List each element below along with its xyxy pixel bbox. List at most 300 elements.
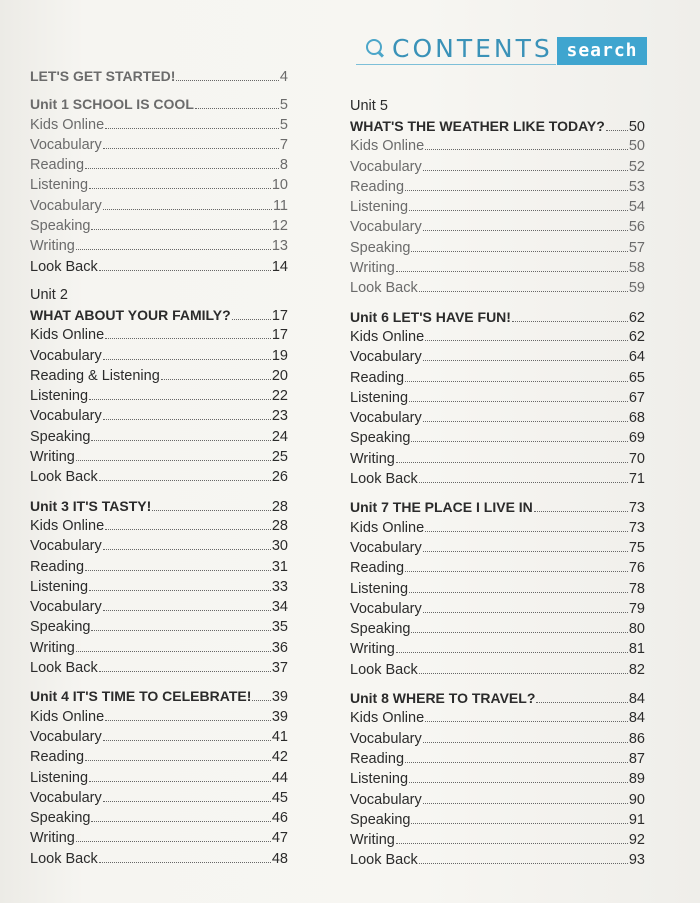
- dot-leader: [99, 270, 271, 271]
- contents-entry-row[interactable]: [350, 449, 645, 469]
- contents-entry-row[interactable]: [350, 177, 645, 197]
- dot-leader: [85, 168, 279, 169]
- unit-heading-row[interactable]: [350, 307, 645, 327]
- contents-entry-row[interactable]: [350, 238, 645, 258]
- page-number: 56: [628, 219, 645, 236]
- dot-leader: [76, 249, 271, 250]
- dot-leader: [103, 148, 279, 149]
- page-number: 48: [271, 850, 288, 867]
- dot-leader: [423, 360, 628, 361]
- contents-entry-row[interactable]: [30, 557, 288, 577]
- entry-label: Unit 3 IT'S TASTY!: [30, 497, 152, 514]
- entry-label: Look Back: [350, 661, 418, 678]
- entry-label: Unit 4 IT'S TIME TO CELEBRATE!: [30, 688, 252, 705]
- entry-label: Reading: [30, 749, 85, 766]
- entry-label: Listening: [30, 177, 89, 194]
- entry-label: Listening: [350, 389, 409, 406]
- entry-label: Kids Online: [350, 328, 425, 345]
- contents-entry-row[interactable]: [350, 157, 645, 177]
- page-number: 73: [628, 500, 645, 517]
- unit-heading-row[interactable]: [30, 496, 288, 516]
- section-gap: [30, 488, 288, 496]
- page-number: 65: [628, 369, 645, 386]
- dot-leader: [425, 340, 628, 341]
- page-number: 46: [271, 810, 288, 827]
- entry-label: Look Back: [30, 850, 98, 867]
- page-number: 13: [271, 238, 288, 255]
- dot-leader: [419, 291, 628, 292]
- page-number: 20: [271, 367, 288, 384]
- page-number: 17: [271, 307, 288, 324]
- contents-entry-row[interactable]: [350, 197, 645, 217]
- contents-entry-row[interactable]: [30, 386, 288, 406]
- entry-label: Kids Online: [30, 116, 105, 133]
- entry-label: Vocabulary: [350, 539, 422, 556]
- dot-leader: [425, 149, 628, 150]
- contents-entry-row[interactable]: [350, 810, 645, 830]
- entry-label: Vocabulary: [350, 410, 422, 427]
- contents-entry-row[interactable]: [30, 115, 288, 135]
- page-number: 37: [271, 660, 288, 677]
- dot-leader: [409, 592, 628, 593]
- dot-leader: [419, 482, 628, 483]
- entry-label: Reading: [350, 178, 405, 195]
- entry-label: Reading: [350, 750, 405, 767]
- dot-leader: [409, 210, 628, 211]
- dot-leader: [411, 441, 627, 442]
- page-number: 50: [628, 138, 645, 155]
- dot-leader: [423, 551, 628, 552]
- dot-leader: [409, 401, 628, 402]
- page-number: 62: [628, 328, 645, 345]
- dot-leader: [85, 760, 271, 761]
- contents-entry-row[interactable]: [30, 849, 288, 869]
- dot-leader: [105, 720, 271, 721]
- contents-entry-row[interactable]: [30, 597, 288, 617]
- dot-leader: [396, 462, 628, 463]
- page-number: 92: [628, 832, 645, 849]
- page-number: 28: [271, 498, 288, 515]
- entry-label: Reading: [30, 157, 85, 174]
- dot-leader: [89, 399, 271, 400]
- page-number: 12: [271, 218, 288, 235]
- page-title: CONTENTS: [392, 34, 553, 63]
- contents-entry-row[interactable]: [30, 155, 288, 175]
- entry-label: Vocabulary: [350, 219, 422, 236]
- entry-label: Vocabulary: [350, 600, 422, 617]
- page-number: 84: [628, 691, 645, 708]
- dot-leader: [99, 480, 271, 481]
- contents-entry-row[interactable]: [30, 828, 288, 848]
- dot-leader: [91, 440, 270, 441]
- contents-column-left: [30, 66, 288, 869]
- page-number: 5: [279, 116, 288, 133]
- entry-label: Writing: [30, 639, 75, 656]
- dot-leader: [423, 612, 628, 613]
- page-number: 84: [628, 710, 645, 727]
- entry-label: Unit 7 THE PLACE I LIVE IN: [350, 499, 533, 516]
- page-number: 81: [628, 641, 645, 658]
- contents-entry-row[interactable]: [350, 136, 645, 156]
- contents-entry-row[interactable]: [30, 788, 288, 808]
- entry-label: Unit 8 WHERE TO TRAVEL?: [350, 690, 536, 707]
- dot-leader: [89, 188, 271, 189]
- section-gap: [350, 299, 645, 307]
- page-number: 59: [628, 280, 645, 297]
- dot-leader: [405, 762, 628, 763]
- dot-leader: [89, 590, 271, 591]
- dot-leader: [91, 821, 270, 822]
- dot-leader: [103, 801, 271, 802]
- contents-entry-row[interactable]: [30, 536, 288, 556]
- entry-label: Vocabulary: [350, 349, 422, 366]
- entry-label: Kids Online: [30, 517, 105, 534]
- dot-leader: [105, 128, 279, 129]
- page-number: 23: [271, 408, 288, 425]
- dot-leader: [103, 549, 271, 550]
- entry-label: Speaking: [350, 430, 411, 447]
- page-number: 44: [271, 769, 288, 786]
- contents-entry-row[interactable]: [350, 708, 645, 728]
- entry-label: Writing: [30, 449, 75, 466]
- page-number: 26: [271, 469, 288, 486]
- entry-label: Vocabulary: [30, 728, 102, 745]
- dot-leader: [91, 630, 270, 631]
- page-number: 80: [628, 621, 645, 638]
- contents-entry-row[interactable]: [350, 258, 645, 278]
- page-number: 52: [628, 158, 645, 175]
- dot-leader: [606, 130, 628, 131]
- entry-label: Vocabulary: [30, 136, 102, 153]
- title-underline: [356, 64, 556, 65]
- entry-label: Writing: [30, 830, 75, 847]
- entry-label: Look Back: [350, 852, 418, 869]
- contents-entry-row[interactable]: [350, 558, 645, 578]
- entry-label: Reading & Listening: [30, 367, 160, 384]
- unit-heading-row[interactable]: [350, 497, 645, 517]
- unit-heading-row[interactable]: [350, 116, 645, 136]
- entry-label: Unit 1 SCHOOL IS COOL: [30, 96, 194, 113]
- entry-label: Writing: [350, 832, 395, 849]
- contents-entry-row[interactable]: [350, 428, 645, 448]
- page-number: 87: [628, 750, 645, 767]
- page-number: 34: [271, 599, 288, 616]
- page-number: 58: [628, 260, 645, 277]
- contents-entry-row[interactable]: [30, 658, 288, 678]
- entry-label: Listening: [30, 769, 89, 786]
- dot-leader: [411, 251, 627, 252]
- contents-entry-row[interactable]: [350, 749, 645, 769]
- dot-leader: [411, 632, 627, 633]
- contents-entry-row[interactable]: [30, 406, 288, 426]
- entry-label: Listening: [30, 388, 89, 405]
- contents-entry-row[interactable]: [350, 217, 645, 237]
- contents-entry-row[interactable]: [30, 638, 288, 658]
- page-number: 68: [628, 410, 645, 427]
- entry-label: Vocabulary: [30, 538, 102, 555]
- contents-entry-row[interactable]: [30, 257, 288, 277]
- page-number: 69: [628, 430, 645, 447]
- dot-leader: [195, 108, 279, 109]
- entry-label: Look Back: [30, 660, 98, 677]
- dot-leader: [409, 782, 628, 783]
- dot-leader: [91, 229, 270, 230]
- page-number: 82: [628, 661, 645, 678]
- dot-leader: [423, 230, 628, 231]
- entry-label: Reading: [350, 560, 405, 577]
- entry-label: Vocabulary: [30, 408, 102, 425]
- page-number: 71: [628, 471, 645, 488]
- entry-label: Kids Online: [30, 327, 105, 344]
- entry-label: Reading: [30, 558, 85, 575]
- dot-leader: [103, 610, 271, 611]
- entry-label: Writing: [350, 450, 395, 467]
- dot-leader: [85, 570, 271, 571]
- entry-label: Speaking: [30, 218, 91, 235]
- unit-number: Unit 5: [350, 98, 388, 114]
- entry-label: Writing: [350, 641, 395, 658]
- dot-leader: [161, 379, 271, 380]
- dot-leader: [89, 781, 271, 782]
- page-number: 19: [271, 347, 288, 364]
- entry-label: Listening: [350, 771, 409, 788]
- contents-entry-row[interactable]: [30, 175, 288, 195]
- page-number: 79: [628, 600, 645, 617]
- contents-entry-row[interactable]: [350, 518, 645, 538]
- contents-entry-row[interactable]: [30, 808, 288, 828]
- page-number: 8: [279, 157, 288, 174]
- dot-leader: [396, 843, 628, 844]
- entry-label: Speaking: [350, 811, 411, 828]
- page-number: 57: [628, 239, 645, 256]
- contents-entry-row[interactable]: [30, 236, 288, 256]
- contents-entry-row[interactable]: [30, 346, 288, 366]
- page-number: 31: [271, 558, 288, 575]
- entry-label: Unit 6 LET'S HAVE FUN!: [350, 308, 511, 325]
- entry-label: Vocabulary: [30, 789, 102, 806]
- contents-entry-row[interactable]: [350, 579, 645, 599]
- entry-label: Speaking: [30, 810, 91, 827]
- dot-leader: [103, 209, 272, 210]
- entry-label: Listening: [350, 580, 409, 597]
- dot-leader: [99, 671, 271, 672]
- dot-leader: [99, 862, 271, 863]
- page-number: 54: [628, 199, 645, 216]
- contents-entry-row[interactable]: [30, 617, 288, 637]
- dot-leader: [423, 742, 628, 743]
- contents-entry-row[interactable]: [350, 830, 645, 850]
- section-gap: [30, 86, 288, 94]
- page-number: 45: [271, 789, 288, 806]
- unit-heading-row[interactable]: [350, 688, 645, 708]
- entry-label: Writing: [350, 260, 395, 277]
- page-number: 30: [271, 538, 288, 555]
- contents-entry-row[interactable]: [350, 660, 645, 680]
- page-number: 91: [628, 811, 645, 828]
- contents-entry-row[interactable]: [350, 639, 645, 659]
- entry-label: Look Back: [350, 471, 418, 488]
- dot-leader: [405, 190, 628, 191]
- entry-label: Vocabulary: [30, 599, 102, 616]
- page-number: 62: [628, 309, 645, 326]
- contents-entry-row[interactable]: [30, 196, 288, 216]
- entry-label: Listening: [350, 199, 409, 216]
- contents-entry-row[interactable]: [350, 729, 645, 749]
- entry-label: Kids Online: [350, 710, 425, 727]
- dot-leader: [425, 531, 628, 532]
- contents-entry-row[interactable]: [30, 366, 288, 386]
- page-number: 22: [271, 388, 288, 405]
- contents-entry-row[interactable]: [30, 707, 288, 727]
- entry-label: Kids Online: [350, 138, 425, 155]
- unit-heading-row[interactable]: [30, 66, 288, 86]
- page-number: 41: [271, 728, 288, 745]
- entry-label: Look Back: [350, 280, 418, 297]
- dot-leader: [411, 823, 627, 824]
- unit-number: Unit 2: [30, 286, 68, 303]
- page-number: 64: [628, 349, 645, 366]
- entry-label: Vocabulary: [350, 730, 422, 747]
- unit-heading-row[interactable]: [30, 94, 288, 114]
- contents-entry-row[interactable]: [30, 516, 288, 536]
- dot-leader: [425, 721, 628, 722]
- dot-leader: [76, 460, 271, 461]
- page-number: 4: [279, 69, 288, 85]
- dot-leader: [423, 421, 628, 422]
- entry-label: WHAT'S THE WEATHER LIKE TODAY?: [350, 118, 605, 134]
- dot-leader: [534, 511, 628, 512]
- page-number: 39: [271, 708, 288, 725]
- entry-label: Listening: [30, 578, 89, 595]
- page-number: 78: [628, 580, 645, 597]
- contents-header: [356, 36, 646, 66]
- entry-label: Look Back: [30, 469, 98, 486]
- page-number: 5: [279, 97, 288, 114]
- section-gap: [350, 489, 645, 497]
- contents-column-right: [350, 96, 645, 871]
- entry-label: Speaking: [350, 239, 411, 256]
- contents-entry-row[interactable]: [350, 408, 645, 428]
- dot-leader: [176, 80, 279, 81]
- page-number: 42: [271, 749, 288, 766]
- page-number: 67: [628, 389, 645, 406]
- contents-entry-row[interactable]: [30, 747, 288, 767]
- page-number: 24: [271, 428, 288, 445]
- dot-leader: [423, 170, 628, 171]
- page-number: 39: [271, 689, 288, 706]
- page-number: 10: [271, 177, 288, 194]
- contents-entry-row[interactable]: [30, 427, 288, 447]
- page-number: 73: [628, 519, 645, 536]
- page-number: 90: [628, 791, 645, 808]
- contents-entry-row[interactable]: [350, 368, 645, 388]
- search-icon: [366, 39, 382, 55]
- entry-label: Vocabulary: [30, 197, 102, 214]
- entry-label: Kids Online: [30, 708, 105, 725]
- dot-leader: [152, 510, 271, 511]
- page-number: 7: [279, 136, 288, 153]
- entry-label: LET'S GET STARTED!: [30, 68, 176, 84]
- contents-entry-row[interactable]: [350, 469, 645, 489]
- entry-label: Writing: [30, 238, 75, 255]
- dot-leader: [423, 803, 628, 804]
- entry-label: WHAT ABOUT YOUR FAMILY?: [30, 306, 231, 323]
- page-number: 17: [271, 327, 288, 344]
- section-gap: [350, 680, 645, 688]
- page-number: 89: [628, 771, 645, 788]
- page-number: 25: [271, 449, 288, 466]
- section-gap: [30, 678, 288, 686]
- entry-label: Vocabulary: [350, 158, 422, 175]
- page-number: 75: [628, 539, 645, 556]
- entry-label: Speaking: [350, 621, 411, 638]
- contents-entry-row[interactable]: [350, 327, 645, 347]
- entry-label: Speaking: [30, 428, 91, 445]
- contents-entry-row[interactable]: [350, 388, 645, 408]
- contents-entry-row[interactable]: [30, 768, 288, 788]
- dot-leader: [419, 863, 628, 864]
- contents-entry-row[interactable]: [30, 325, 288, 345]
- page-number: 33: [271, 578, 288, 595]
- page-number: 86: [628, 730, 645, 747]
- dot-leader: [252, 700, 270, 701]
- dot-leader: [103, 740, 271, 741]
- unit-heading-row[interactable]: [30, 305, 288, 325]
- page-number: 36: [271, 639, 288, 656]
- entry-label: Speaking: [30, 619, 91, 636]
- page-number: 76: [628, 560, 645, 577]
- entry-label: Vocabulary: [350, 791, 422, 808]
- page-number: 14: [271, 258, 288, 275]
- dot-leader: [103, 359, 271, 360]
- contents-entry-row[interactable]: [350, 790, 645, 810]
- page-number: 28: [271, 517, 288, 534]
- page-number: 11: [272, 197, 288, 214]
- dot-leader: [405, 381, 628, 382]
- page-number: 70: [628, 450, 645, 467]
- contents-entry-row[interactable]: [350, 850, 645, 870]
- unit-heading-row[interactable]: [30, 686, 288, 706]
- entry-label: Look Back: [30, 258, 98, 275]
- page-number: 35: [271, 619, 288, 636]
- contents-entry-row[interactable]: [350, 769, 645, 789]
- contents-entry-row[interactable]: [350, 538, 645, 558]
- contents-entry-row[interactable]: [30, 135, 288, 155]
- entry-label: Vocabulary: [30, 347, 102, 364]
- dot-leader: [76, 651, 271, 652]
- page-number: 50: [628, 119, 645, 135]
- dot-leader: [512, 321, 628, 322]
- contents-entry-row[interactable]: [30, 727, 288, 747]
- page-number: 53: [628, 178, 645, 195]
- dot-leader: [419, 673, 628, 674]
- contents-entry-row[interactable]: [350, 599, 645, 619]
- contents-entry-row[interactable]: [30, 577, 288, 597]
- contents-entry-row[interactable]: [350, 347, 645, 367]
- dot-leader: [396, 271, 628, 272]
- contents-entry-row[interactable]: [350, 619, 645, 639]
- dot-leader: [232, 319, 271, 320]
- contents-entry-row[interactable]: [30, 467, 288, 487]
- contents-entry-row[interactable]: [350, 278, 645, 298]
- search-badge[interactable]: search: [557, 37, 647, 65]
- contents-entry-row[interactable]: [30, 447, 288, 467]
- entry-label: Reading: [350, 369, 405, 386]
- page-number: 93: [628, 852, 645, 869]
- dot-leader: [105, 529, 271, 530]
- dot-leader: [76, 841, 271, 842]
- contents-entry-row[interactable]: [30, 216, 288, 236]
